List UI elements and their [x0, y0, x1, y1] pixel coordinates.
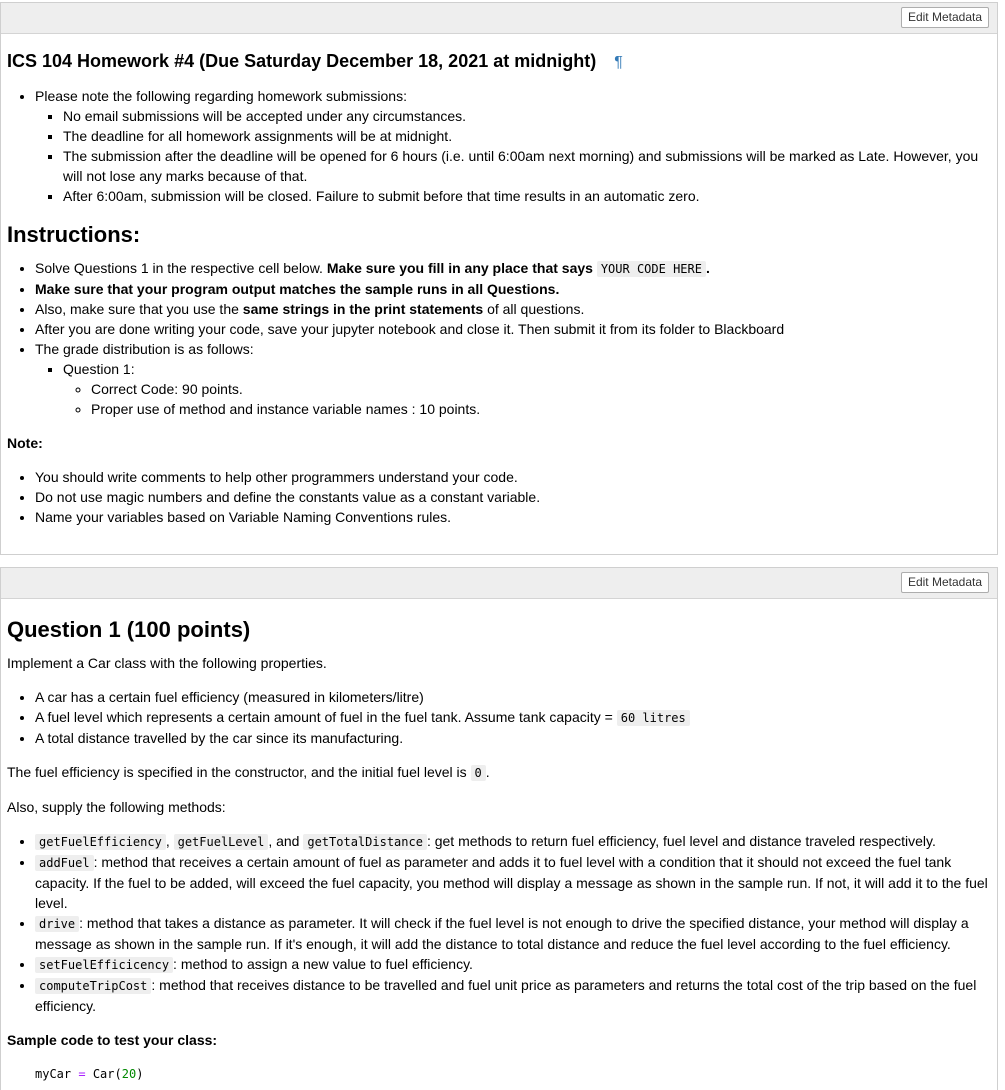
- edit-metadata-button[interactable]: Edit Metadata: [901, 7, 989, 28]
- note-list: [7, 467, 991, 527]
- grade-sublist: [35, 359, 991, 419]
- instr-bold: Make sure that your program output matches the sample runs in all Questions.: [35, 281, 560, 297]
- list-item: [35, 831, 991, 852]
- code-operator: =: [78, 1067, 86, 1081]
- cell-content: [1, 34, 997, 527]
- method-sep: ,: [165, 833, 174, 849]
- code-var: myCar: [35, 1067, 72, 1081]
- method-text: : method that receives a certain amount of fuel as parameter and adds it to fuel level with a condition that it should not exceed the fuel tank capacity. If the fuel to be added, will exceed the fuel capacity, you method will display a message as shown in the sample run. If not, it will add it to the fuel level.: [35, 854, 988, 911]
- list-item: ◦ Correct Code: 90 points.: [91, 379, 991, 399]
- list-item: • A car has a certain fuel efficiency (measured in kilometers/litre): [35, 687, 991, 707]
- notice-list: [7, 86, 991, 206]
- instr-bold: Make sure you fill in any place that says: [326, 260, 593, 276]
- prop-text: A fuel level which represents a certain amount of fuel in the fuel tank. Assume tank capacity =: [35, 709, 617, 725]
- method-text: : method that receives distance to be travelled and fuel unit price as parameters and returns the total cost of the trip based on the fuel efficiency.: [35, 977, 977, 1014]
- list-item: [63, 359, 991, 419]
- edit-metadata-button[interactable]: Edit Metadata: [901, 572, 989, 593]
- instr-bold: same strings in the print statements: [242, 301, 484, 317]
- fuel-text-part: .: [485, 764, 490, 780]
- inline-code: 60 litres: [617, 710, 690, 726]
- instr-text: Solve Questions 1 in the respective cell below.: [35, 260, 327, 276]
- list-item: ◦ Proper use of method and instance variable names : 10 points.: [91, 399, 991, 419]
- inline-code: getFuelLevel: [174, 834, 269, 850]
- grade-q1-label: Question 1:: [63, 361, 135, 377]
- anchor-link-icon[interactable]: ¶: [614, 54, 623, 71]
- list-item: [35, 707, 991, 728]
- code-number: 20: [121, 1067, 137, 1081]
- methods-list: [7, 831, 991, 1016]
- homework-title-text: ICS 104 Homework #4 (Due Saturday December 18, 2021 at midnight): [7, 51, 597, 71]
- list-item: [35, 913, 991, 954]
- list-item: ▪ No email submissions will be accepted under any circumstances.: [63, 106, 991, 126]
- fuel-text: [7, 762, 991, 783]
- list-item: [35, 258, 991, 279]
- list-item: [35, 86, 991, 206]
- inline-code: getTotalDistance: [303, 834, 427, 850]
- instr-text: Also, make sure that you use the: [35, 301, 243, 317]
- method-text: : method that takes a distance as parameter. It will check if the fuel level is not enough to drive the specified distance, your method will display a message as shown in the sample run. If it's enough, it will add the distance to total distance and reduce the fuel level according to the fuel efficiency.: [35, 915, 969, 952]
- markdown-cell-homework[interactable]: [0, 2, 998, 555]
- instr-bold: .: [705, 260, 710, 276]
- code-paren: ): [136, 1067, 144, 1081]
- method-text: : method to assign a new value to fuel efficiency.: [173, 956, 473, 972]
- method-text: : get methods to return fuel efficiency, fuel level and distance traveled respectively.: [426, 833, 936, 849]
- inline-code: 0: [471, 765, 486, 781]
- list-item: [35, 279, 991, 299]
- instr-text: The grade distribution is as follows:: [35, 341, 254, 357]
- inline-code: drive: [35, 916, 79, 932]
- inline-code: computeTripCost: [35, 978, 151, 994]
- methods-intro: Also, supply the following methods:: [7, 799, 226, 815]
- list-item: • Name your variables based on Variable Naming Conventions rules.: [35, 507, 991, 527]
- homework-title: [7, 50, 991, 74]
- notice-text: Please note the following regarding homework submissions:: [35, 88, 407, 104]
- list-item: [35, 852, 991, 913]
- markdown-cell-question[interactable]: [0, 567, 998, 1090]
- fuel-text-part: The fuel efficiency is specified in the constructor, and the initial fuel level is: [7, 764, 471, 780]
- question-intro: Implement a Car class with the following properties.: [7, 655, 327, 671]
- sample-code-line: [7, 1064, 991, 1084]
- sample-code-heading: Sample code to test your class:: [7, 1032, 218, 1048]
- list-item: • A total distance travelled by the car since its manufacturing.: [35, 728, 991, 748]
- list-item: ▪ After 6:00am, submission will be closed. Failure to submit before that time results in an automatic zero.: [63, 186, 991, 206]
- properties-list: [7, 687, 991, 748]
- question-title: Question 1 (100 points): [7, 617, 251, 642]
- cell-content: [1, 599, 997, 1084]
- notice-sublist: [35, 106, 991, 206]
- list-item: • After you are done writing your code, save your jupyter notebook and close it. Then submit it from its folder to Blackboard: [35, 319, 991, 339]
- inline-code: addFuel: [35, 855, 94, 871]
- inline-code: setFuelEfficicency: [35, 957, 173, 973]
- instructions-list: [7, 258, 991, 419]
- list-item: [35, 954, 991, 975]
- note-heading: Note:: [7, 435, 43, 451]
- list-item: • Do not use magic numbers and define the constants value as a constant variable.: [35, 487, 991, 507]
- list-item: [35, 339, 991, 419]
- list-item: • You should write comments to help other programmers understand your code.: [35, 467, 991, 487]
- list-item: [35, 975, 991, 1016]
- cell-toolbar: [1, 568, 997, 599]
- cell-toolbar: [1, 3, 997, 34]
- list-item: ▪ The deadline for all homework assignments will be at midnight.: [63, 126, 991, 146]
- code-call: Car(: [92, 1067, 122, 1081]
- instr-text: of all questions.: [483, 301, 585, 317]
- list-item: ▪ The submission after the deadline will be opened for 6 hours (i.e. until 6:00am next morning) and submissions will be marked as Late. However, you will not lose any marks because of that.: [63, 146, 991, 186]
- inline-code: getFuelEfficiency: [35, 834, 166, 850]
- list-item: [35, 299, 991, 319]
- inline-code: YOUR CODE HERE: [597, 261, 706, 277]
- instructions-heading: Instructions:: [7, 222, 141, 247]
- method-sep: , and: [268, 833, 304, 849]
- grade-q1-sublist: [63, 379, 991, 419]
